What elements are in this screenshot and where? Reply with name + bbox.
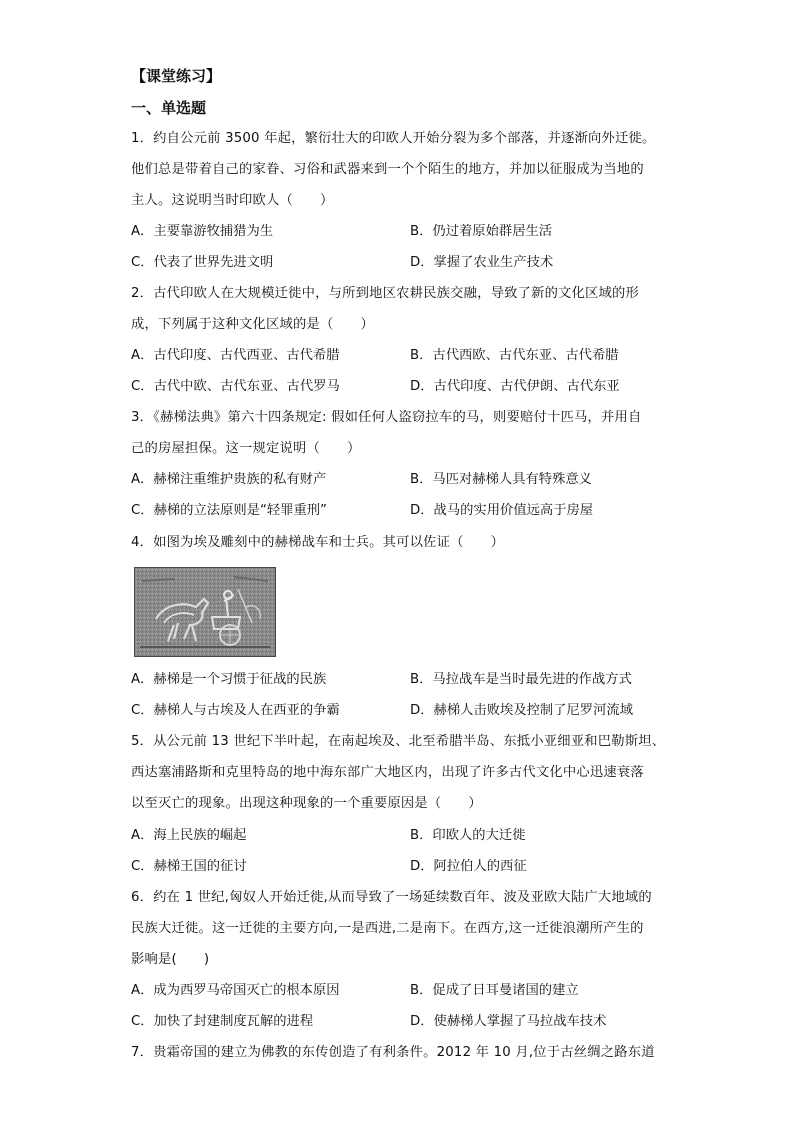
question-text-line: 1．约自公元前 3500 年起，繁衍壮大的印欧人开始分裂为多个部落，并逐渐向外迁徙。 bbox=[131, 131, 656, 146]
question-text-line: 3．《赫梯法典》第六十四条规定: 假如任何人盗窃拉车的马，则要赔付十匹马，并用自 bbox=[131, 410, 642, 425]
question-text-line: 以至灭亡的现象。出现这种现象的一个重要原因是（ ） bbox=[131, 796, 482, 811]
option-b[interactable]: B．促成了日耳曼诸国的建立 bbox=[410, 983, 579, 998]
option-c[interactable]: C．赫梯王国的征讨 bbox=[131, 859, 247, 874]
question-text-line: 7．贵霜帝国的建立为佛教的东传创造了有利条件。2012 年 10 月,位于古丝绸之路东道 bbox=[131, 1045, 655, 1060]
question-text-line: 西达塞浦路斯和克里特岛的地中海东部广大地区内，出现了许多古代文化中心迅速衰落 bbox=[131, 765, 644, 780]
option-a[interactable]: A．主要靠游牧捕猎为生 bbox=[131, 224, 274, 239]
question-text-line: 己的房屋担保。这一规定说明（ ） bbox=[131, 441, 361, 456]
option-a[interactable]: A．成为西罗马帝国灭亡的根本原因 bbox=[131, 983, 340, 998]
option-b[interactable]: B．马匹对赫梯人具有特殊意义 bbox=[410, 472, 592, 487]
hittite-chariot-relief-image bbox=[134, 567, 276, 657]
option-b[interactable]: B．印欧人的大迁徙 bbox=[410, 828, 526, 843]
question-text-line: 成，下列属于这种文化区域的是（ ） bbox=[131, 317, 374, 332]
option-a[interactable]: A．古代印度、古代西亚、古代希腊 bbox=[131, 348, 340, 363]
practice-title: 【课堂练习】 bbox=[131, 67, 222, 85]
option-d[interactable]: D．古代印度、古代伊朗、古代东亚 bbox=[410, 379, 620, 394]
question-text-line: 民族大迁徙。这一迁徙的主要方向,一是西进,二是南下。在西方,这一迁徙浪潮所产生的 bbox=[131, 921, 644, 936]
question-text-line: 2．古代印欧人在大规模迁徙中，与所到地区农耕民族交融，导致了新的文化区域的形 bbox=[131, 286, 640, 301]
option-c[interactable]: C．赫梯的立法原则是“轻罪重刑” bbox=[131, 503, 327, 518]
question-text-line: 6．约在 1 世纪,匈奴人开始迁徙,从而导致了一场延续数百年、波及亚欧大陆广大地域的 bbox=[131, 890, 652, 905]
option-b[interactable]: B．马拉战车是当时最先进的作战方式 bbox=[410, 672, 632, 687]
option-b[interactable]: B．古代西欧、古代东亚、古代希腊 bbox=[410, 348, 619, 363]
option-a[interactable]: A．海上民族的崛起 bbox=[131, 828, 247, 843]
question-text-line: 主人。这说明当时印欧人（ ） bbox=[131, 193, 334, 208]
option-a[interactable]: A．赫梯是一个习惯于征战的民族 bbox=[131, 672, 327, 687]
option-c[interactable]: C．古代中欧、古代东亚、古代罗马 bbox=[131, 379, 340, 394]
question-text-line: 5．从公元前 13 世纪下半叶起，在南起埃及、北至希腊半岛、东抵小亚细亚和巴勒斯坦、 bbox=[131, 734, 666, 749]
option-d[interactable]: D．掌握了农业生产技术 bbox=[410, 255, 554, 270]
option-d[interactable]: D．战马的实用价值远高于房屋 bbox=[410, 503, 594, 518]
section-title: 一、单选题 bbox=[131, 99, 207, 117]
question-text-line: 他们总是带着自己的家眷、习俗和武器来到一个个陌生的地方，并加以征服成为当地的 bbox=[131, 162, 644, 177]
option-d[interactable]: D．使赫梯人掌握了马拉战车技术 bbox=[410, 1014, 607, 1029]
option-c[interactable]: C．赫梯人与古埃及人在西亚的争霸 bbox=[131, 703, 340, 718]
question-text-line: 4．如图为埃及雕刻中的赫梯战车和士兵。其可以佐证（ ） bbox=[131, 535, 505, 550]
option-c[interactable]: C．加快了封建制度瓦解的进程 bbox=[131, 1014, 314, 1029]
option-d[interactable]: D．赫梯人击败埃及控制了尼罗河流域 bbox=[410, 703, 633, 718]
question-text-line: 影响是( ) bbox=[131, 952, 210, 967]
relief-illustration bbox=[134, 567, 276, 657]
option-c[interactable]: C．代表了世界先进文明 bbox=[131, 255, 274, 270]
option-d[interactable]: D．阿拉伯人的西征 bbox=[410, 859, 527, 874]
option-b[interactable]: B．仍过着原始群居生活 bbox=[410, 224, 553, 239]
option-a[interactable]: A．赫梯注重维护贵族的私有财产 bbox=[131, 472, 327, 487]
